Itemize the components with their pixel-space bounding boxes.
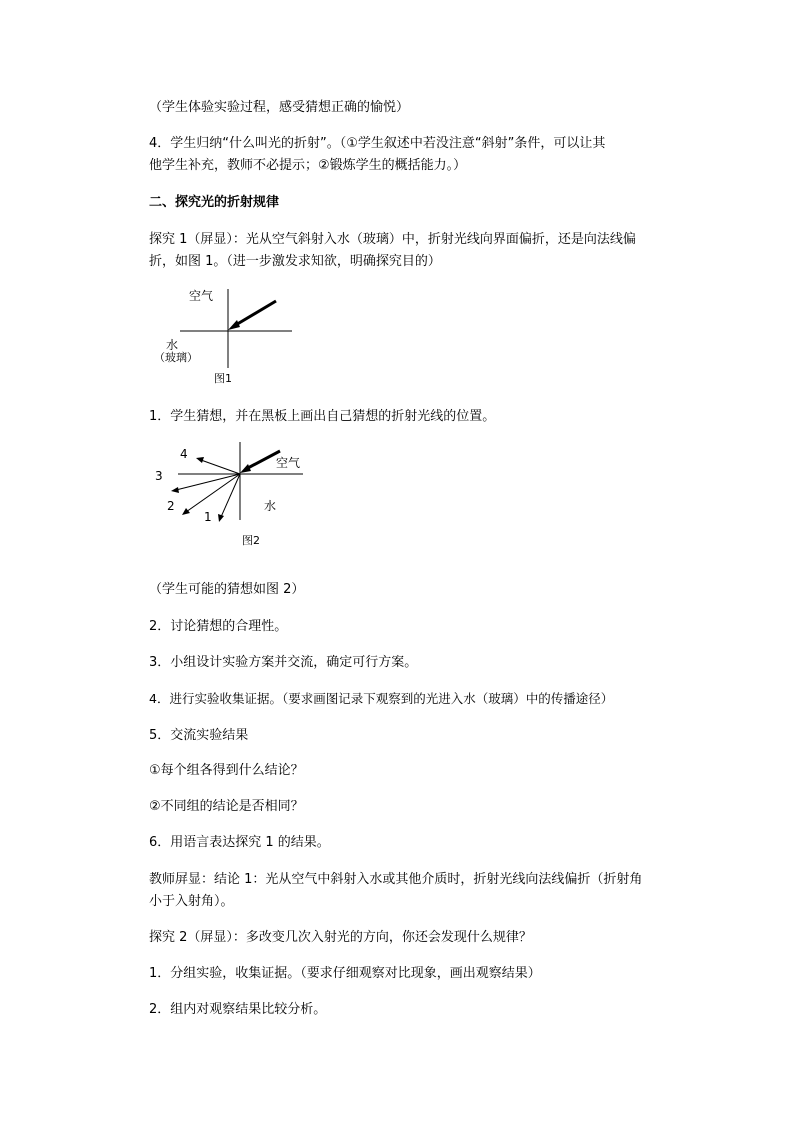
step-3: 3．小组设计实验方案并交流，确定可行方案。 [149, 655, 418, 670]
fig2-caption: 图2 [242, 534, 260, 547]
fig2-ray-1-arrowhead [218, 514, 224, 522]
task-2: 2．组内对观察结果比较分析。 [149, 1002, 327, 1017]
step-4-line-1: 4．学生归纳“什么叫光的折射”。（①学生叙述中若没注意“斜射”条件，可以让其 [149, 136, 606, 151]
fig2-incident-arrowhead [240, 464, 251, 473]
step-5: 5．交流实验结果 [149, 728, 249, 743]
question-2: ②不同组的结论是否相同？ [149, 799, 304, 814]
fig2-ray-3-arrowhead [171, 487, 179, 493]
fig2-label-3: 3 [155, 469, 163, 483]
fig1-water-label: 水 [166, 338, 179, 352]
fig2-ray-2-arrowhead [182, 508, 190, 515]
section-heading: 二、探究光的折射规律 [149, 195, 280, 210]
fig2-incident-ray [246, 451, 280, 469]
step-4-line-2: 他学生补充，教师不必提示；②锻炼学生的概括能力。） [149, 158, 467, 173]
fig2-label-4: 4 [180, 447, 188, 461]
step-2: 2．讨论猜想的合理性。 [149, 619, 288, 634]
explore-1-line-1: 探究 1（屏显）：光从空气斜射入水（玻璃）中，折射光线向界面偏折，还是向法线偏 [149, 232, 636, 247]
conclusion-1-line-1: 教师屏显：结论 1：光从空气中斜射入水或其他介质时，折射光线向法线偏折（折射角 [149, 872, 643, 887]
fig2-label-1: 1 [204, 510, 212, 524]
explore-2: 探究 2（屏显）：多改变几次入射光的方向，你还会发现什么规律？ [149, 930, 532, 945]
conclusion-1-line-2: 小于入射角）。 [149, 894, 234, 909]
fig2-ray-3 [176, 474, 240, 490]
task-1: 1．分组实验，收集证据。（要求仔细观察对比现象，画出观察结果） [149, 966, 541, 981]
fig2-label-2: 2 [167, 499, 175, 513]
note-student-experience: （学生体验实验过程，感受猜想正确的愉悦） [149, 100, 410, 115]
explore-1-line-2: 折，如图 1。（进一步激发求知欲，明确探究目的） [149, 254, 441, 269]
fig2-ray-4-arrowhead [196, 457, 204, 463]
step-1-guess: 1．学生猜想，并在黑板上画出自己猜想的折射光线的位置。 [149, 409, 496, 424]
fig2-air-label: 空气 [276, 456, 301, 470]
fig2-water-label: 水 [264, 499, 277, 513]
fig1-air-label: 空气 [189, 289, 214, 303]
step-6: 6．用语言表达探究 1 的结果。 [149, 835, 330, 850]
step-4-experiment: 4．进行实验收集证据。（要求画图记录下观察到的光进入水（玻璃）中的传播途径） [149, 691, 614, 706]
guess-note: （学生可能的猜想如图 2） [149, 582, 305, 597]
fig2-ray-4 [201, 460, 240, 474]
fig1-glass-label: （玻璃） [154, 351, 198, 364]
fig1-caption: 图1 [214, 372, 232, 385]
question-1: ①每个组各得到什么结论？ [149, 763, 304, 778]
